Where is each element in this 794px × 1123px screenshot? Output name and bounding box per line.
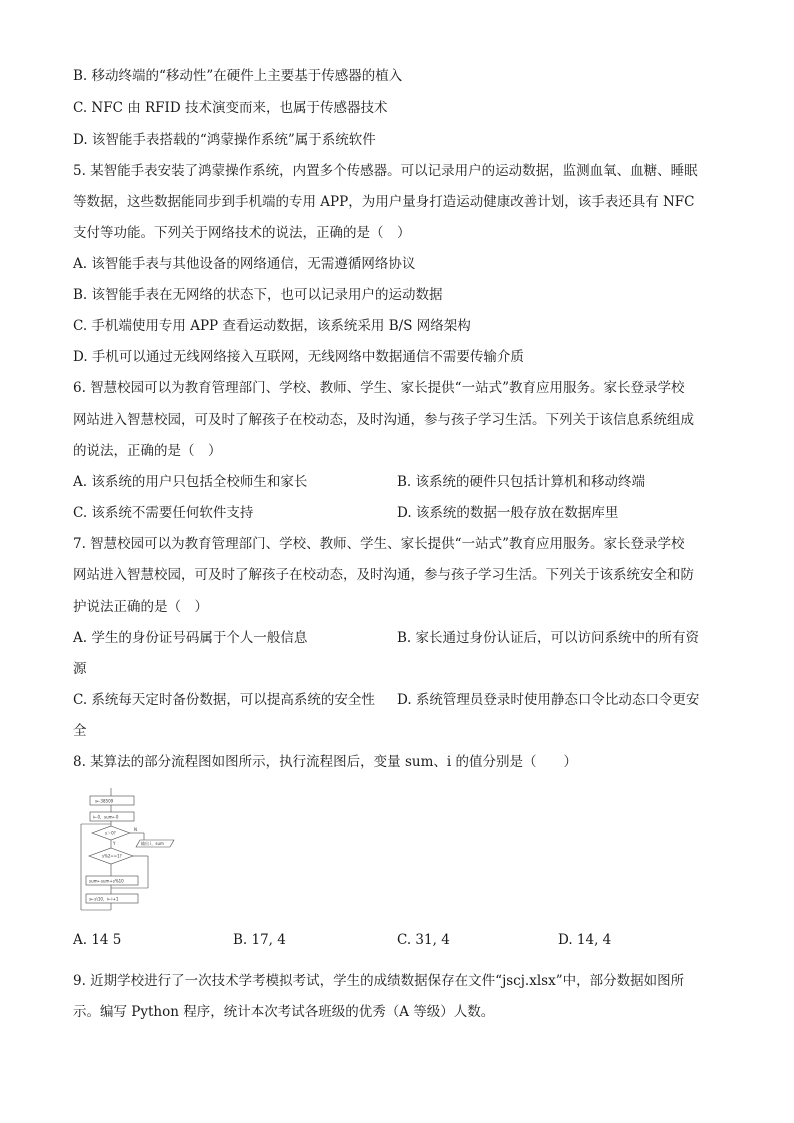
q4-option-b: B. 移动终端的“移动性”在硬件上主要基于传感器的植入 — [73, 68, 403, 84]
q7-stem-line1: 7. 智慧校园可以为教育管理部门、学校、教师、学生、家长提供“一站式”教育应用服务。家长登录学校 — [73, 536, 685, 552]
q6-option-b: B. 该系统的硬件只包括计算机和移动终端 — [397, 474, 646, 490]
q7-option-d-continued: 全 — [73, 723, 87, 739]
q5-stem-line1: 5. 某智能手表安装了鸿蒙操作系统，内置多个传感器。可以记录用户的运动数据，监测血氧、血糖、睡眠 — [73, 163, 698, 179]
q9-stem-line2: 示。编写 Python 程序，统计本次考试各班级的优秀（A 等级）人数。 — [73, 1004, 495, 1020]
q9-stem-line1: 9. 近期学校进行了一次技术学考模拟考试，学生的成绩数据保存在文件“jscj.xlsx”中，部分数据如图所 — [73, 973, 685, 989]
q5-option-a: A. 该智能手表与其他设备的网络通信，无需遵循网络协议 — [73, 256, 416, 272]
q6-option-d: D. 该系统的数据一般存放在数据库里 — [397, 505, 619, 521]
flow-box-init-s-text: s←38509 — [95, 798, 114, 804]
q8-option-c: C. 31, 4 — [397, 932, 450, 948]
q5-option-c: C. 手机端使用专用 APP 查看运动数据，该系统采用 B/S 网络架构 — [73, 318, 471, 334]
flow-box-update-text: s←s\10，i←i+1 — [89, 896, 119, 902]
q6-option-a: A. 该系统的用户只包括全校师生和家长 — [73, 474, 308, 490]
q5-option-b: B. 该智能手表在无网络的状态下，也可以记录用户的运动数据 — [73, 287, 443, 303]
q6-option-c: C. 该系统不需要任何软件支持 — [73, 505, 254, 521]
q8-option-d: D. 14, 4 — [558, 932, 612, 948]
q7-stem-line3: 护说法正确的是（ ） — [73, 599, 208, 615]
flow-no-label: N — [134, 827, 137, 832]
q6-stem-line2: 网站进入智慧校园，可及时了解孩子在校动态，及时沟通，参与孩子学习生活。下列关于该信息系统组成 — [73, 412, 694, 428]
flow-box-sum-text: sum←sum+s%10 — [89, 878, 124, 884]
flow-decision-odd-text: s%2==1? — [102, 853, 122, 859]
flow-yes-label: Y — [113, 841, 116, 846]
q8-option-b: B. 17, 4 — [233, 932, 286, 948]
q8-option-a: A. 14 5 — [73, 932, 122, 948]
q7-option-a: A. 学生的身份证号码属于个人一般信息 — [73, 630, 308, 646]
q7-option-c: C. 系统每天定时备份数据，可以提高系统的安全性 — [73, 692, 375, 708]
q4-option-c: C. NFC 由 RFID 技术演变而来，也属于传感器技术 — [73, 100, 388, 116]
q7-option-b: B. 家长通过身份认证后，可以访问系统中的所有资 — [397, 630, 700, 646]
q8-stem: 8. 某算法的部分流程图如图所示，执行流程图后，变量 sum、i 的值分别是（ ） — [73, 754, 577, 770]
q7-option-d: D. 系统管理员登录时使用静态口令比动态口令更安 — [397, 692, 700, 708]
flow-box-init-sum-text: i←0，sum←0 — [93, 814, 119, 820]
q7-stem-line2: 网站进入智慧校园，可及时了解孩子在校动态，及时沟通，参与孩子学习生活。下列关于该系统安全和防 — [73, 567, 694, 583]
q5-stem-line2: 等数据，这些数据能同步到手机端的专用 APP，为用户量身打造运动健康改善计划，该手表还具有 NFC — [73, 194, 695, 210]
q5-option-d: D. 手机可以通过无线网络接入互联网，无线网络中数据通信不需要传输介质 — [73, 349, 524, 365]
q7-option-b-continued: 源 — [73, 661, 87, 677]
q5-stem-line3: 支付等功能。下列关于网络技术的说法，正确的是（ ） — [73, 225, 411, 241]
q6-stem-line1: 6. 智慧校园可以为教育管理部门、学校、教师、学生、家长提供“一站式”教育应用服务。家长登录学校 — [73, 380, 685, 396]
q4-option-d: D. 该智能手表搭载的“鸿蒙操作系统”属于系统软件 — [73, 132, 376, 148]
q8-flowchart — [78, 788, 188, 916]
flow-output-text: 输出 i，sum — [141, 841, 164, 846]
q6-stem-line3: 的说法，正确的是（ ） — [73, 443, 222, 459]
flow-decision-s-positive-text: s＞0? — [105, 830, 116, 836]
